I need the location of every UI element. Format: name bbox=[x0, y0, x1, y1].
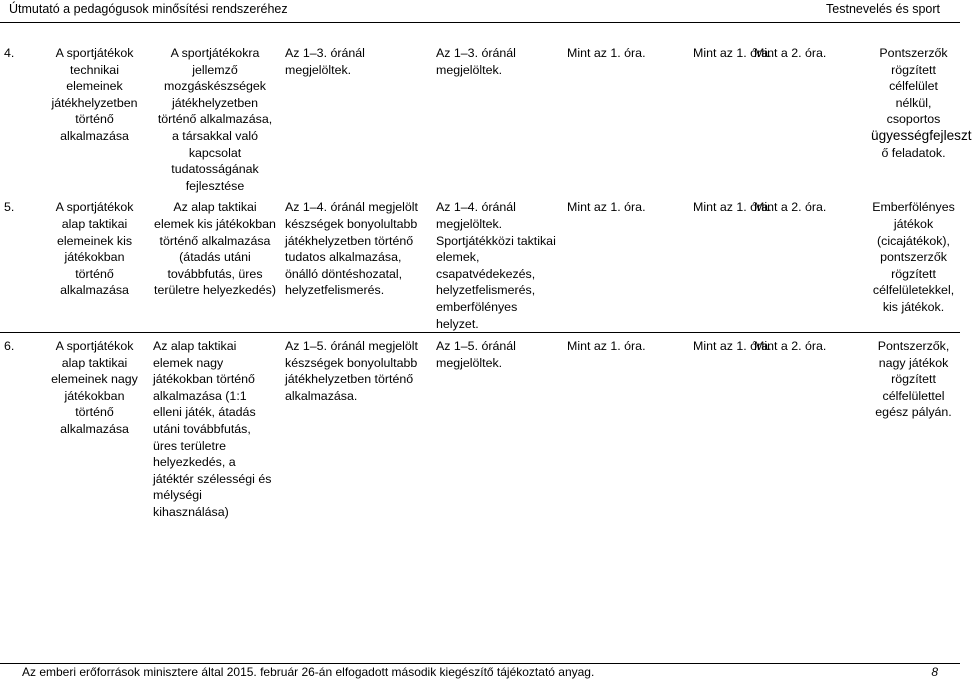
organization-cell: Mint a 2. óra. bbox=[754, 46, 827, 60]
goal-cell: Az alap taktikai elemek kis játékokban történő alkalmazása (átadás utáni továbbfutás, üres területre helyezkedés) bbox=[154, 200, 276, 298]
notes-cell: Pontszerzők, nagy játékok rögzített célfelülettel egész pályán. bbox=[867, 333, 960, 521]
row-number: 4. bbox=[4, 46, 15, 60]
prior-knowledge-cell: Az 1–4. óránál megjelölt készségek bonyolultabb játékhelyzetben történő tudatos alkalmazása, önálló döntéshozatal, helyzetfelismerés. bbox=[285, 200, 418, 298]
footer-text: Az emberi erőforrások minisztere által 2015. február 26-án elfogadott második kiegészítő tájékoztató anyag. bbox=[22, 665, 595, 679]
goal-cell: A sportjátékokra jellemző mozgáskészségek játékhelyzetben történő alkalmazása, a társakkal való kapcsolat tudatosságának fejlesztése bbox=[157, 46, 273, 193]
content-cell: Az 1–5. óránál megjelöltek. bbox=[432, 333, 563, 521]
method-cell: Mint az 1. óra. bbox=[567, 46, 646, 60]
table-row bbox=[0, 333, 960, 521]
lesson-plan-table bbox=[0, 40, 972, 521]
method-cell: Mint az 1. óra. bbox=[567, 200, 646, 215]
notes-text: ügyességfejleszt bbox=[871, 127, 972, 143]
prior-knowledge-cell: Az 1–5. óránál megjelölt készségek bonyolultabb játékhelyzetben történő alkalmazása. bbox=[281, 333, 432, 521]
organization-cell: Mint a 2. óra. bbox=[754, 200, 827, 215]
row-number: 5. bbox=[4, 200, 15, 215]
topic-cell: A sportjátékok alap taktikai elemeinek nagy játékokban történő alkalmazása bbox=[40, 333, 149, 521]
tools-cell: Mint az 1. óra. bbox=[693, 46, 772, 60]
content-cell: Az 1–4. óránál megjelöltek. Sportjátékközi taktikai elemek, csapatvédekezés, helyzetfelismerés, emberfölényes helyzet. bbox=[436, 200, 556, 331]
notes-text: ő feladatok. bbox=[881, 145, 946, 160]
tools-cell: Mint az 1. óra. bbox=[693, 200, 772, 215]
notes-text: Pontszerzők rögzített célfelület nélkül, csoportos bbox=[879, 46, 948, 127]
row-number: 6. bbox=[0, 333, 40, 521]
tools-cell: Mint az 1. óra. bbox=[689, 333, 750, 521]
topic-cell: A sportjátékok technikai elemeinek játékhelyzetben történő alkalmazása bbox=[51, 46, 138, 143]
page-number: 8 bbox=[931, 665, 938, 679]
organization-cell: Mint a 2. óra. bbox=[750, 333, 867, 521]
notes-cell bbox=[867, 40, 972, 194]
document-title: Útmutató a pedagógusok minősítési rendszeréhez bbox=[9, 2, 288, 16]
subject-name: Testnevelés és sport bbox=[826, 2, 940, 16]
prior-knowledge-cell: Az 1–3. óránál megjelöltek. bbox=[285, 46, 365, 77]
goal-cell: Az alap taktikai elemek nagy játékokban történő alkalmazása (1:1 elleni játék, átadás utáni továbbfutás, üres területre helyezkedés, a játéktér szélességi és mélységi kihasználása) bbox=[149, 333, 281, 521]
method-cell: Mint az 1. óra. bbox=[563, 333, 689, 521]
table-row bbox=[0, 40, 960, 194]
topic-cell: A sportjátékok alap taktikai elemeinek kis játékokban történő alkalmazása bbox=[55, 200, 134, 298]
page-header bbox=[0, 0, 960, 23]
content-cell: Az 1–3. óránál megjelöltek. bbox=[436, 46, 516, 77]
table-row bbox=[0, 194, 960, 332]
notes-cell: Emberfölényes játékok (cicajátékok), pontszerzők rögzített célfelületekkel, kis játékok. bbox=[872, 200, 955, 314]
page-footer bbox=[0, 663, 960, 680]
